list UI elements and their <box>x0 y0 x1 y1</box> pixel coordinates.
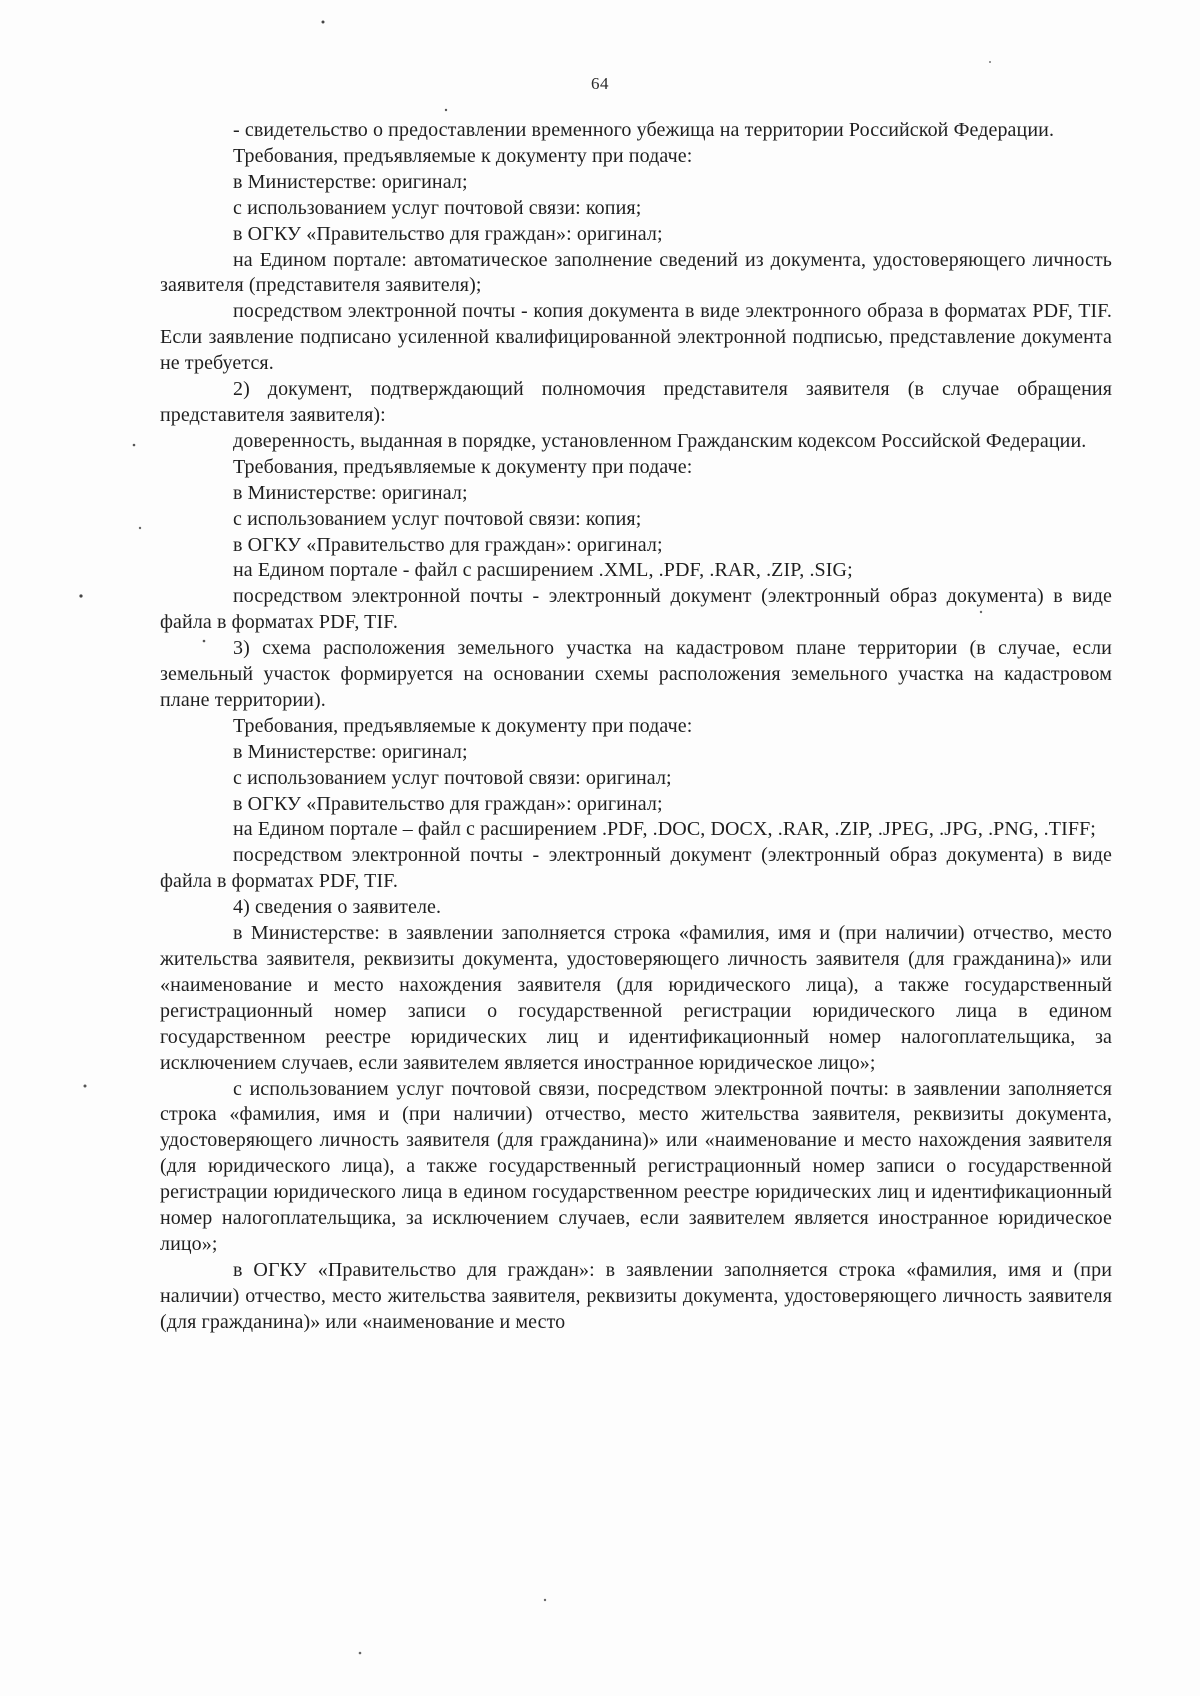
paragraph-requirements-heading: Требования, предъявляемые к документу при подаче: <box>233 714 693 737</box>
paragraph-ministry-original: в Министерстве: оригинал; <box>233 170 468 193</box>
paragraph-ministry-original: в Министерстве: оригинал; <box>233 740 468 763</box>
paragraph-postal-email-application-fields: с использованием услуг почтовой связи, посредством электронной почты: в заявлении заполняется строка «фамилия, имя и (при наличии) отчество, место жительства заявителя, реквизиты документа, удостоверяющего личность заявителя (для гражданина)» или «наименование и место нахождения заявителя (для юридического лица), а также государственный регистрационный номер записи о государственной регистрации юридического лица в едином государственном реестре юридических лиц и идентификационный номер налогоплательщика, за исключением случаев, если заявителем является иностранное юридическое лицо»; <box>160 1077 1112 1255</box>
scan-speck <box>359 1652 362 1655</box>
paragraph-ogku-original: в ОГКУ «Правительство для граждан»: оригинал; <box>233 533 663 556</box>
scan-speck <box>139 527 141 529</box>
scan-speck <box>133 444 136 447</box>
paragraph-power-of-attorney: доверенность, выданная в порядке, установленном Гражданским кодексом Российской Федерации. <box>233 429 1087 452</box>
paragraph-ministry-original: в Министерстве: оригинал; <box>233 481 468 504</box>
scan-speck <box>445 109 447 111</box>
paragraph-portal-autofill: на Едином портале: автоматическое заполнение сведений из документа, удостоверяющего личность заявителя (представителя заявителя); <box>160 248 1112 297</box>
paragraph-item-4-applicant-info: 4) сведения о заявителе. <box>233 896 442 919</box>
scan-speck <box>544 1599 546 1601</box>
page-number: 64 <box>591 74 609 93</box>
paragraph-asylum-certificate: - свидетельство о предоставлении временного убежища на территории Российской Федерации. <box>233 119 1055 141</box>
paragraph-item-2-authority-document: 2) документ, подтверждающий полномочия представителя заявителя (в случае обращения представителя заявителя): <box>160 378 1112 426</box>
scan-speck <box>322 21 325 24</box>
paragraph-item-3-land-plot-scheme: 3) схема расположения земельного участка на кадастровом плане территории (в случае, если земельный участок формируется на основании схемы расположения земельного участка на кадастровом плане территории). <box>160 637 1112 711</box>
scan-speck <box>989 61 991 63</box>
paragraph-email-electronic-document: посредством электронной почты - электронный документ (электронный образ документа) в виде файла в форматах PDF, TIF. <box>160 844 1112 893</box>
paragraph-postal-copy: с использованием услуг почтовой связи: копия; <box>233 196 642 219</box>
paragraph-email-copy: посредством электронной почты - копия документа в виде электронного образа в форматах PDF, TIF. Если заявление подписано усиленной квалифицированной электронной подписью, представление документа не требуется. <box>160 300 1112 375</box>
scan-speck <box>79 594 82 597</box>
paragraph-ogku-application-fields: в ОГКУ «Правительство для граждан»: в заявлении заполняется строка «фамилия, имя и (при наличии) отчество, место жительства заявителя, реквизиты документа, удостоверяющего личность заявителя (для гражданина)» или «наименование и место <box>160 1258 1112 1333</box>
paragraph-postal-original: с использованием услуг почтовой связи: оригинал; <box>233 766 672 789</box>
paragraph-email-electronic-document: посредством электронной почты - электронный документ (электронный образ документа) в виде файла в форматах PDF, TIF. <box>160 585 1112 634</box>
scan-speck <box>84 1085 87 1088</box>
paragraph-ministry-application-fields: в Министерстве: в заявлении заполняется строка «фамилия, имя и (при наличии) отчество, место жительства заявителя, реквизиты документа, удостоверяющего личность заявителя (для гражданина)» или «наименование и место нахождения заявителя (для юридического лица), а также государственный регистрационный номер записи о государственной регистрации юридического лица в едином государственном реестре юридических лиц и идентификационный номер налогоплательщика, за исключением случаев, если заявителем является иностранное юридическое лицо»; <box>160 922 1112 1074</box>
paragraph-portal-file-formats: на Едином портале - файл с расширением .XML, .PDF, .RAR, .ZIP, .SIG; <box>233 559 853 582</box>
paragraph-requirements-heading: Требования, предъявляемые к документу при подаче: <box>233 144 693 167</box>
paragraph-ogku-original: в ОГКУ «Правительство для граждан»: оригинал; <box>233 792 663 815</box>
document-body <box>160 118 1112 1336</box>
paragraph-postal-copy: с использованием услуг почтовой связи: копия; <box>233 507 642 530</box>
paragraph-requirements-heading: Требования, предъявляемые к документу при подаче: <box>233 455 693 478</box>
paragraph-ogku-original: в ОГКУ «Правительство для граждан»: оригинал; <box>233 222 663 245</box>
paragraph-portal-file-formats: на Едином портале – файл с расширением .PDF, .DOC, DOCX, .RAR, .ZIP, .JPEG, .JPG, .PNG, .TIFF; <box>233 818 1096 841</box>
